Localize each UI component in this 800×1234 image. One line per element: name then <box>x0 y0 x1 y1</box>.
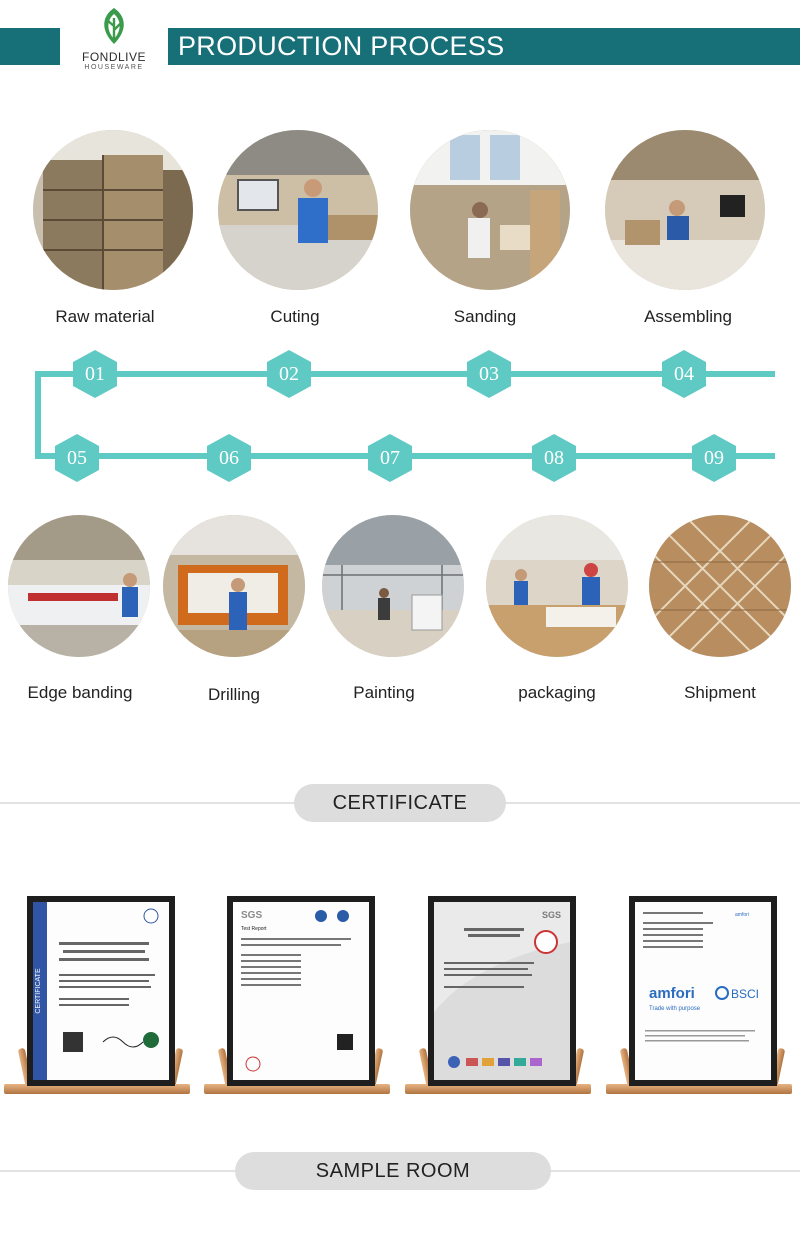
raw-material-photo <box>33 130 193 290</box>
step-label-packaging: packaging <box>518 683 596 702</box>
sample-room-heading: SAMPLE ROOM <box>235 1152 551 1190</box>
sanding-photo <box>410 130 570 290</box>
packaging-photo <box>486 515 628 657</box>
svg-text:amfori: amfori <box>649 985 695 1002</box>
svg-text:BSCI: BSCI <box>731 987 760 1001</box>
step-badge-09: 09 <box>690 434 738 482</box>
brand-logo[interactable] <box>60 6 168 78</box>
svg-text:Test Report: Test Report <box>241 926 267 932</box>
page-title: PRODUCTION PROCESS <box>178 31 505 61</box>
drilling-photo <box>163 515 305 657</box>
svg-text:SGS: SGS <box>542 910 562 920</box>
edge-banding-photo <box>8 515 150 657</box>
header-bar-left <box>0 28 60 65</box>
step-label-sanding: Sanding <box>453 307 517 326</box>
svg-text:CERTIFICATE: CERTIFICATE <box>35 968 42 1014</box>
certificate-heading: CERTIFICATE <box>294 784 506 822</box>
timeline-connector <box>35 371 41 459</box>
step-label-raw-material: Raw material <box>55 307 155 326</box>
step-label-painting: Painting <box>353 683 415 702</box>
step-label-drilling: Drilling <box>208 685 260 704</box>
leaf-logo-icon <box>96 6 132 46</box>
assembling-photo <box>605 130 765 290</box>
step-badge-06: 06 <box>205 434 253 482</box>
step-label-edge-banding: Edge banding <box>27 683 133 702</box>
step-badge-04: 04 <box>660 350 708 398</box>
step-badge-08: 08 <box>530 434 578 482</box>
step-label-assembling: Assembling <box>644 307 732 326</box>
svg-text:amfori: amfori <box>735 912 749 918</box>
svg-text:SGS: SGS <box>241 910 263 921</box>
painting-photo <box>322 515 464 657</box>
step-label-cutting: Cuting <box>270 307 320 326</box>
step-badge-07: 07 <box>366 434 414 482</box>
step-badge-01: 01 <box>71 350 119 398</box>
step-badge-02: 02 <box>265 350 313 398</box>
step-label-shipment: Shipment <box>684 683 756 702</box>
step-badge-03: 03 <box>465 350 513 398</box>
shipment-photo <box>649 515 791 657</box>
brand-name: FONDLIVE <box>81 50 146 64</box>
brand-subtitle: HOUSEWARE <box>84 64 144 71</box>
cutting-photo <box>218 130 378 290</box>
step-badge-05: 05 <box>53 434 101 482</box>
svg-text:Trade with purpose: Trade with purpose <box>649 1006 701 1012</box>
